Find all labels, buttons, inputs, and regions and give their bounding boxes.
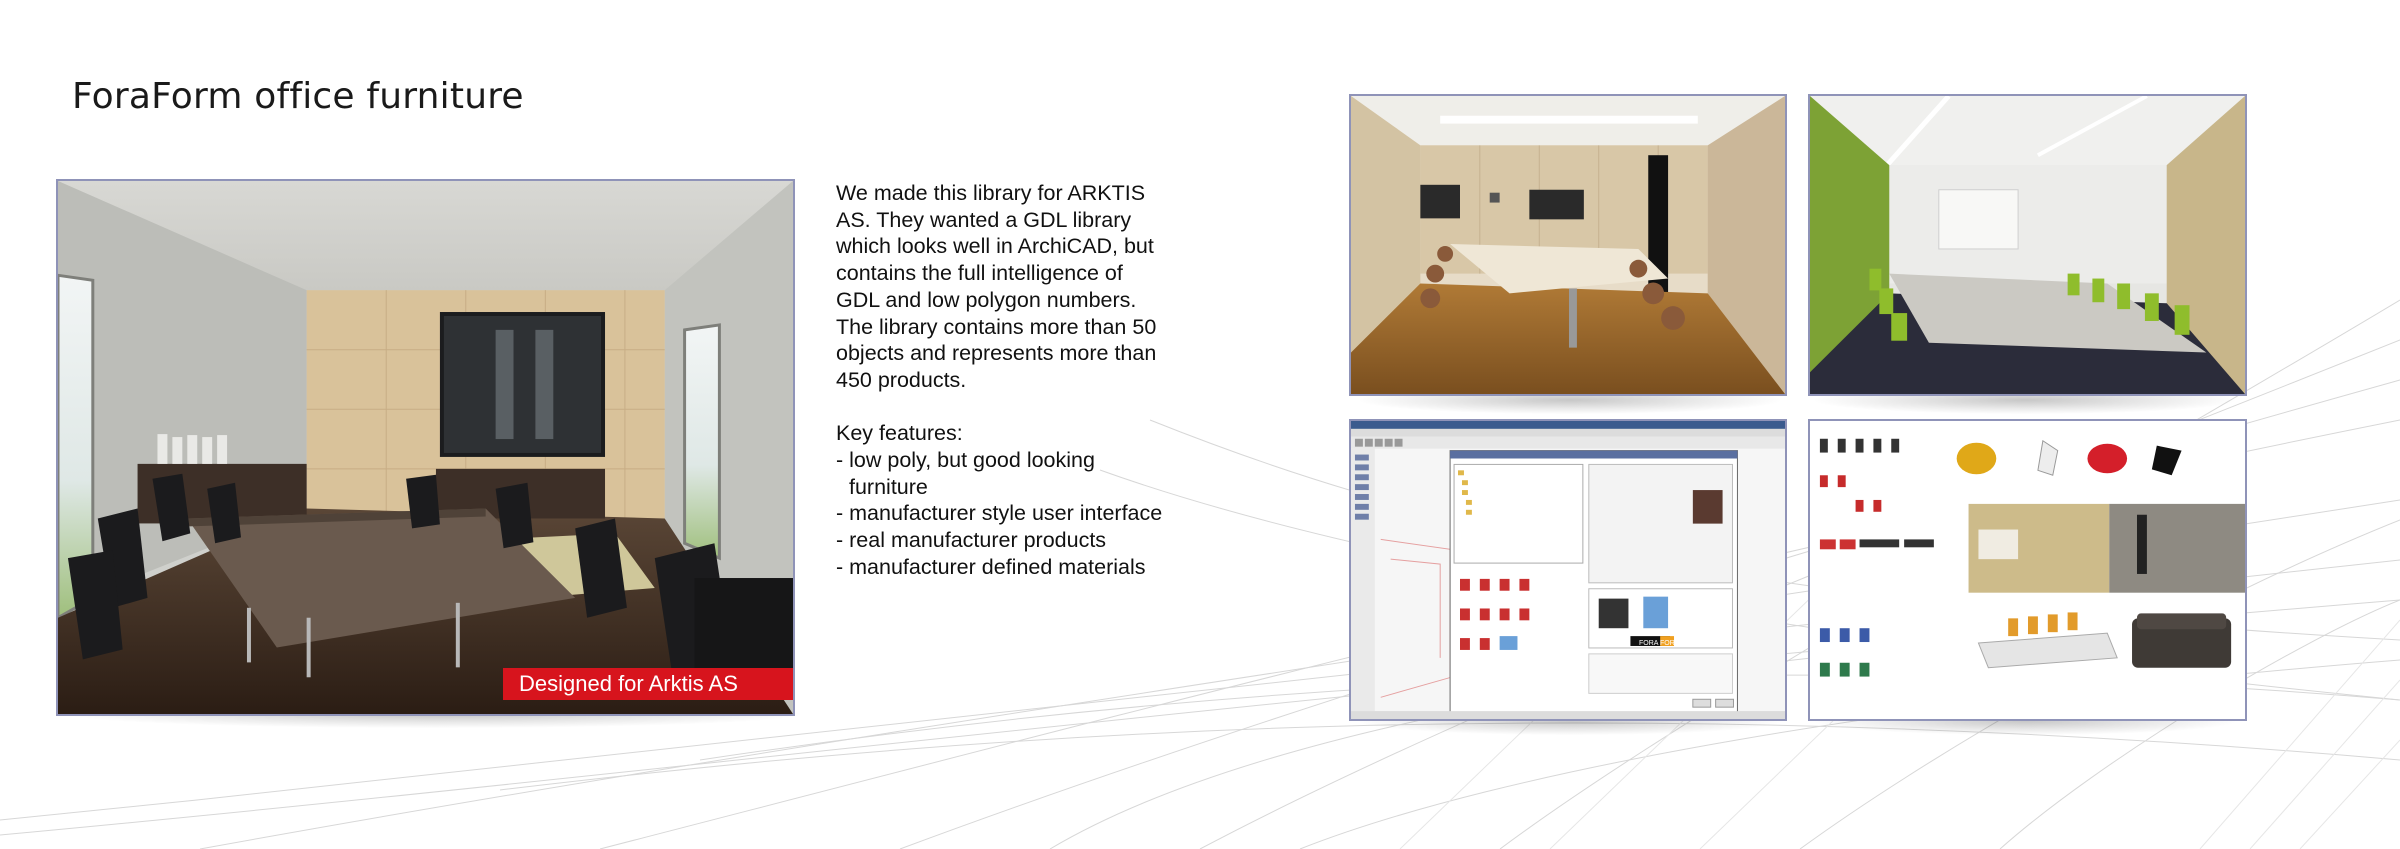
description-block bbox=[836, 180, 1166, 581]
features-heading: Key features: bbox=[836, 421, 963, 446]
meeting-room-green-chairs-photo bbox=[1808, 94, 2247, 396]
meeting-room-wood-photo bbox=[1349, 94, 1787, 396]
product-catalog-collage bbox=[1808, 419, 2247, 721]
feature-item: - manufacturer defined materials bbox=[836, 554, 1146, 579]
feature-item: - real manufacturer products bbox=[836, 528, 1107, 553]
main-office-render bbox=[56, 179, 795, 716]
feature-item: - low poly, but good looking furniture bbox=[836, 448, 1095, 499]
description-paragraph: We made this library for ARKTIS AS. They wanted a GDL library which looks well in ArchiCAD, but contains the full intelligence of GDL and low polygon numbers. The library contains more than 50 objects and represents more than 450 products. bbox=[836, 181, 1157, 392]
archicad-screenshot bbox=[1349, 419, 1787, 721]
feature-item: - manufacturer style user interface bbox=[836, 501, 1163, 526]
fora-form-badge: FORA FORM bbox=[1639, 640, 1681, 647]
page-title: ForaForm office furniture bbox=[72, 76, 524, 117]
designed-for-caption: Designed for Arktis AS bbox=[503, 668, 793, 700]
features-list bbox=[836, 447, 1166, 581]
